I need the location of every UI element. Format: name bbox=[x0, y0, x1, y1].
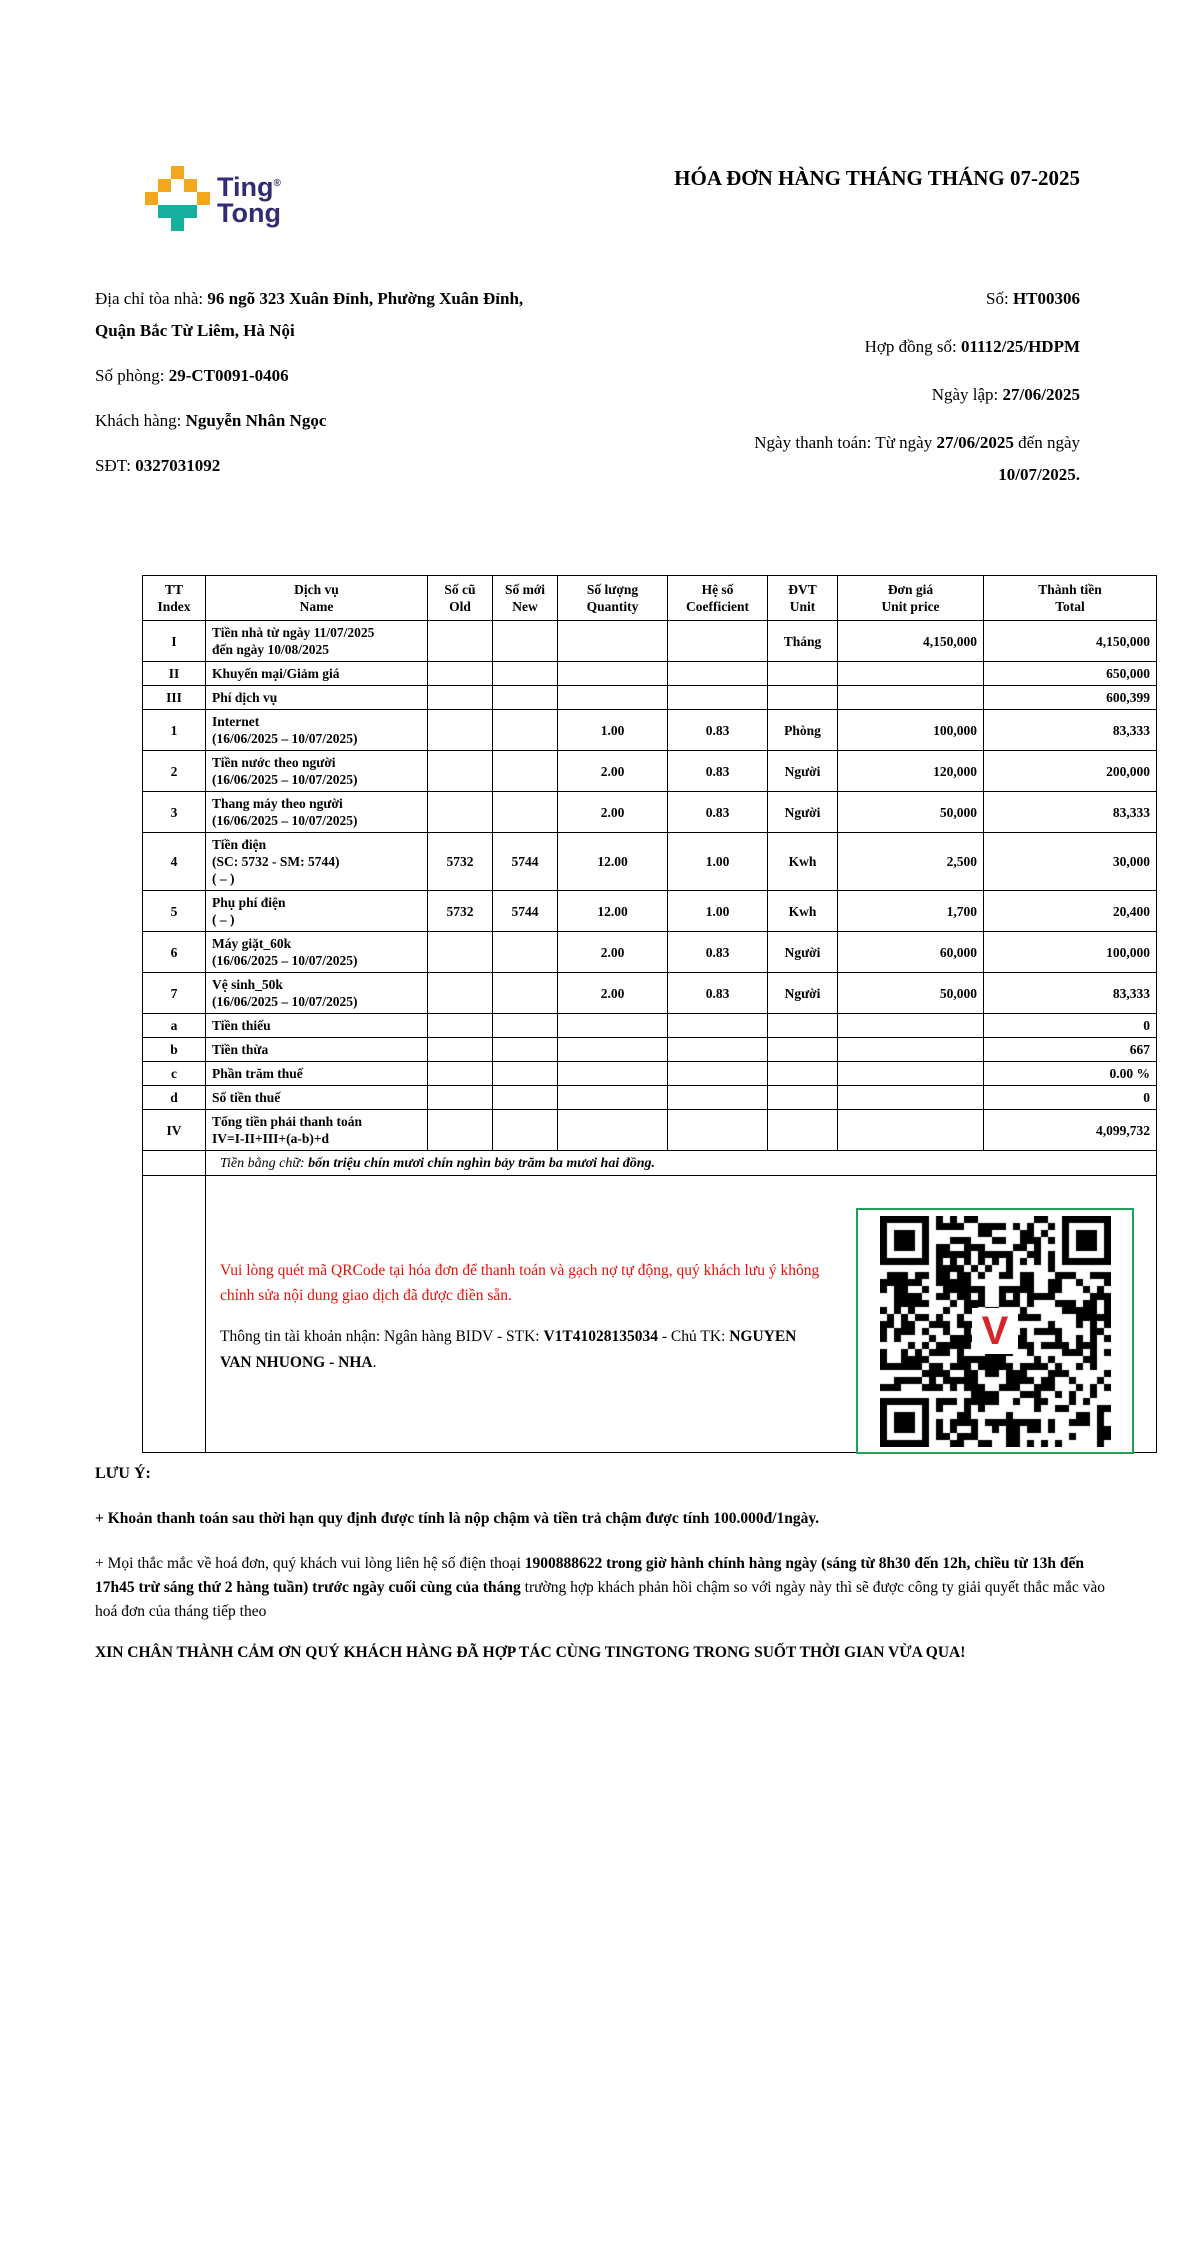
service-name-line: Tiền nhà từ ngày 11/07/2025 bbox=[212, 625, 375, 640]
cell-unit bbox=[768, 662, 838, 686]
cell-old bbox=[428, 1086, 493, 1110]
cell-name bbox=[206, 1014, 428, 1038]
cell-name bbox=[206, 792, 428, 833]
cell-unit: Người bbox=[768, 792, 838, 833]
invoice-title: HÓA ĐƠN HÀNG THÁNG THÁNG 07-2025 bbox=[674, 166, 1080, 190]
service-name-line: (16/06/2025 – 10/07/2025) bbox=[212, 953, 358, 968]
cell-name bbox=[206, 1062, 428, 1086]
service-name-line: Số tiền thuế bbox=[212, 1090, 281, 1105]
cell-old bbox=[428, 1110, 493, 1151]
cell-coef bbox=[668, 1086, 768, 1110]
table-row bbox=[143, 833, 1157, 891]
cell-empty bbox=[143, 1151, 206, 1176]
invoice-meta bbox=[640, 283, 1080, 491]
cell-name bbox=[206, 891, 428, 932]
cell-total: 20,400 bbox=[984, 891, 1157, 932]
cell-index: III bbox=[143, 686, 206, 710]
cell-unit bbox=[768, 1038, 838, 1062]
cell-unit bbox=[768, 1062, 838, 1086]
invoice-table-body bbox=[143, 621, 1157, 1151]
service-name-line: đến ngày 10/08/2025 bbox=[212, 642, 330, 657]
cell-price: 50,000 bbox=[838, 792, 984, 833]
header-row bbox=[143, 576, 1157, 621]
cell-coef bbox=[668, 662, 768, 686]
building-info bbox=[95, 283, 603, 482]
invoice-table-head bbox=[143, 576, 1157, 621]
cell-qty: 2.00 bbox=[558, 792, 668, 833]
cell-qty bbox=[558, 1062, 668, 1086]
table-row bbox=[143, 1110, 1157, 1151]
cell-qty: 2.00 bbox=[558, 751, 668, 792]
col-unit: ĐVT Unit bbox=[768, 576, 838, 621]
cell-unit: Người bbox=[768, 973, 838, 1014]
invoice-table-footer bbox=[143, 1151, 1157, 1453]
cell-unit: Người bbox=[768, 932, 838, 973]
cell-unit: Tháng bbox=[768, 621, 838, 662]
cell-old bbox=[428, 751, 493, 792]
cell-unit bbox=[768, 686, 838, 710]
customer-phone: SĐT: 0327031092 bbox=[95, 456, 221, 475]
cell-qty bbox=[558, 1038, 668, 1062]
cell-qty: 1.00 bbox=[558, 710, 668, 751]
table-row bbox=[143, 686, 1157, 710]
cell-price: 60,000 bbox=[838, 932, 984, 973]
cell-new: 5744 bbox=[493, 891, 558, 932]
cell-new bbox=[493, 1110, 558, 1151]
service-name-line: (SC: 5732 - SM: 5744) bbox=[212, 854, 340, 869]
cell-new bbox=[493, 932, 558, 973]
cell-coef: 1.00 bbox=[668, 833, 768, 891]
cell-coef bbox=[668, 686, 768, 710]
col-index: TT Index bbox=[143, 576, 206, 621]
cell-total: 4,099,732 bbox=[984, 1110, 1157, 1151]
cell-old: 5732 bbox=[428, 833, 493, 891]
table-row bbox=[143, 891, 1157, 932]
cell-price: 4,150,000 bbox=[838, 621, 984, 662]
cell-qty: 2.00 bbox=[558, 973, 668, 1014]
vietqr-logo-icon: V bbox=[972, 1308, 1018, 1354]
cell-index: II bbox=[143, 662, 206, 686]
col-new: Số mới New bbox=[493, 576, 558, 621]
cell-new bbox=[493, 1014, 558, 1038]
cell-name bbox=[206, 1086, 428, 1110]
cell-index: 2 bbox=[143, 751, 206, 792]
cell-coef: 0.83 bbox=[668, 710, 768, 751]
cell-coef: 0.83 bbox=[668, 751, 768, 792]
cell-index: 6 bbox=[143, 932, 206, 973]
cell-unit: Kwh bbox=[768, 891, 838, 932]
amount-in-words-row bbox=[143, 1151, 1157, 1176]
cell-price bbox=[838, 1038, 984, 1062]
qr-payment-note: Vui lòng quét mã QRCode tại hóa đơn để thanh toán và gạch nợ tự động, quý khách lưu ý không chỉnh sửa nội dung giao dịch đã được điền sẵn. bbox=[220, 1262, 820, 1304]
brand-name: Ting® Tong bbox=[217, 172, 281, 228]
bank-account-info: Thông tin tài khoản nhận: Ngân hàng BIDV - STK: V1T41028135034 - Chủ TK: NGUYEN VAN NHUONG - NHA. bbox=[220, 1328, 797, 1371]
cell-total: 667 bbox=[984, 1038, 1157, 1062]
cell-total: 30,000 bbox=[984, 833, 1157, 891]
col-coefficient: Hệ số Coefficient bbox=[668, 576, 768, 621]
customer-name: Khách hàng: Nguyễn Nhân Ngọc bbox=[95, 411, 327, 430]
service-name-line: ( – ) bbox=[212, 871, 235, 886]
cell-empty bbox=[143, 1176, 206, 1453]
cell-price bbox=[838, 1110, 984, 1151]
thank-you-note: XIN CHÂN THÀNH CẢM ƠN QUÝ KHÁCH HÀNG ĐÃ HỢP TÁC CÙNG TINGTONG TRONG SUỐT THỜI GIAN VỪA QUA! bbox=[95, 1644, 966, 1661]
cell-qty bbox=[558, 621, 668, 662]
cell-total: 4,150,000 bbox=[984, 621, 1157, 662]
cell-old bbox=[428, 662, 493, 686]
cell-old: 5732 bbox=[428, 891, 493, 932]
cell-unit bbox=[768, 1110, 838, 1151]
cell-price bbox=[838, 686, 984, 710]
payment-period: Ngày thanh toán: Từ ngày 27/06/2025 đến ngày 10/07/2025. bbox=[754, 433, 1080, 484]
cell-price bbox=[838, 1014, 984, 1038]
cell-index: c bbox=[143, 1062, 206, 1086]
cell-total: 83,333 bbox=[984, 792, 1157, 833]
table-row bbox=[143, 932, 1157, 973]
cell-index: d bbox=[143, 1086, 206, 1110]
table-row bbox=[143, 1086, 1157, 1110]
cell-total: 650,000 bbox=[984, 662, 1157, 686]
service-name-line: Phụ phí điện bbox=[212, 895, 286, 910]
room-number: Số phòng: 29-CT0091-0406 bbox=[95, 366, 289, 385]
service-name-line: Phần trăm thuế bbox=[212, 1066, 303, 1081]
service-name-line: Máy giặt_60k bbox=[212, 936, 292, 951]
col-total: Thành tiền Total bbox=[984, 576, 1157, 621]
cell-total: 0 bbox=[984, 1014, 1157, 1038]
cell-old bbox=[428, 1038, 493, 1062]
cell-index: 3 bbox=[143, 792, 206, 833]
col-name: Dịch vụ Name bbox=[206, 576, 428, 621]
cell-new bbox=[493, 710, 558, 751]
cell-name bbox=[206, 932, 428, 973]
cell-new bbox=[493, 1086, 558, 1110]
amount-in-words: Tiền bằng chữ: bốn triệu chín mươi chín nghìn bảy trăm ba mươi hai đồng. bbox=[206, 1151, 1157, 1176]
cell-total: 100,000 bbox=[984, 932, 1157, 973]
table-row bbox=[143, 1038, 1157, 1062]
col-quantity: Số lượng Quantity bbox=[558, 576, 668, 621]
cell-coef bbox=[668, 621, 768, 662]
qr-payment-cell bbox=[206, 1176, 1157, 1453]
cell-old bbox=[428, 1014, 493, 1038]
col-old: Số cũ Old bbox=[428, 576, 493, 621]
cell-coef bbox=[668, 1014, 768, 1038]
cell-unit bbox=[768, 1086, 838, 1110]
building-address: Địa chỉ tòa nhà: 96 ngõ 323 Xuân Đỉnh, Phường Xuân Đỉnh, Quận Bắc Từ Liêm, Hà Nội bbox=[95, 289, 524, 340]
cell-old bbox=[428, 792, 493, 833]
service-name-line: Vệ sinh_50k bbox=[212, 977, 283, 992]
cell-name bbox=[206, 1038, 428, 1062]
service-name-line: Phí dịch vụ bbox=[212, 690, 278, 705]
cell-new bbox=[493, 1062, 558, 1086]
cell-new bbox=[493, 792, 558, 833]
cell-total: 200,000 bbox=[984, 751, 1157, 792]
cell-old bbox=[428, 932, 493, 973]
cell-coef: 0.83 bbox=[668, 932, 768, 973]
service-name-line: Internet bbox=[212, 714, 260, 729]
cell-index: 5 bbox=[143, 891, 206, 932]
late-payment-note: + Khoản thanh toán sau thời hạn quy định được tính là nộp chậm và tiền trả chậm được tính 100.000đ/1ngày. bbox=[95, 1510, 820, 1527]
table-row bbox=[143, 792, 1157, 833]
cell-old bbox=[428, 686, 493, 710]
cell-new bbox=[493, 686, 558, 710]
cell-new bbox=[493, 973, 558, 1014]
cell-qty bbox=[558, 686, 668, 710]
cell-index: I bbox=[143, 621, 206, 662]
cell-name bbox=[206, 833, 428, 891]
service-name-line: ( – ) bbox=[212, 912, 235, 927]
cell-name bbox=[206, 662, 428, 686]
cell-name bbox=[206, 751, 428, 792]
service-name-line: (16/06/2025 – 10/07/2025) bbox=[212, 994, 358, 1009]
cell-index: IV bbox=[143, 1110, 206, 1151]
issue-date: Ngày lập: 27/06/2025 bbox=[931, 385, 1080, 404]
service-name-line: Tổng tiền phải thanh toán bbox=[212, 1114, 363, 1129]
service-name-line: (16/06/2025 – 10/07/2025) bbox=[212, 731, 358, 746]
service-name-line: Tiền nước theo người bbox=[212, 755, 336, 770]
cell-new bbox=[493, 1038, 558, 1062]
cell-old bbox=[428, 973, 493, 1014]
cell-price bbox=[838, 1086, 984, 1110]
cell-total: 83,333 bbox=[984, 710, 1157, 751]
invoice-table bbox=[142, 575, 1157, 1453]
tingtong-logo-icon bbox=[145, 166, 210, 231]
qr-code-frame bbox=[856, 1208, 1134, 1454]
cell-coef bbox=[668, 1062, 768, 1086]
cell-index: 7 bbox=[143, 973, 206, 1014]
service-name-line: (16/06/2025 – 10/07/2025) bbox=[212, 772, 358, 787]
cell-total: 83,333 bbox=[984, 973, 1157, 1014]
cell-index: a bbox=[143, 1014, 206, 1038]
table-row bbox=[143, 621, 1157, 662]
service-name-line: Tiền điện bbox=[212, 837, 267, 852]
cell-old bbox=[428, 1062, 493, 1086]
contract-number: Hợp đồng số: 01112/25/HDPM bbox=[864, 337, 1080, 356]
cell-name bbox=[206, 686, 428, 710]
cell-total: 0.00 % bbox=[984, 1062, 1157, 1086]
cell-unit bbox=[768, 1014, 838, 1038]
cell-price: 120,000 bbox=[838, 751, 984, 792]
cell-name bbox=[206, 710, 428, 751]
cell-coef: 0.83 bbox=[668, 792, 768, 833]
cell-total: 0 bbox=[984, 1086, 1157, 1110]
cell-new: 5744 bbox=[493, 833, 558, 891]
col-unit-price: Đơn giá Unit price bbox=[838, 576, 984, 621]
service-name-line: Thang máy theo người bbox=[212, 796, 343, 811]
cell-price: 50,000 bbox=[838, 973, 984, 1014]
cell-index: 1 bbox=[143, 710, 206, 751]
table-row bbox=[143, 1062, 1157, 1086]
cell-name bbox=[206, 1110, 428, 1151]
cell-price bbox=[838, 1062, 984, 1086]
cell-price: 1,700 bbox=[838, 891, 984, 932]
service-name-line: Tiền thiếu bbox=[212, 1018, 271, 1033]
cell-qty bbox=[558, 1014, 668, 1038]
cell-qty bbox=[558, 1086, 668, 1110]
hotline-note: + Mọi thắc mắc về hoá đơn, quý khách vui lòng liên hệ số điện thoại 1900888622 trong giờ hành chính hàng ngày (sáng từ 8h30 đến 12h, chiều từ 13h đến 17h45 trừ sáng thứ 2 hàng tuần) trước ngày cuối cùng của tháng trường hợp khách phản hồi chậm so với ngày này thì sẽ được công ty giải quyết thắc mắc vào hoá đơn của tháng tiếp theo bbox=[95, 1555, 1105, 1620]
cell-coef bbox=[668, 1038, 768, 1062]
cell-new bbox=[493, 751, 558, 792]
cell-unit: Kwh bbox=[768, 833, 838, 891]
cell-qty: 12.00 bbox=[558, 891, 668, 932]
registered-mark: ® bbox=[273, 178, 281, 189]
cell-qty bbox=[558, 1110, 668, 1151]
cell-qty: 12.00 bbox=[558, 833, 668, 891]
cell-old bbox=[428, 621, 493, 662]
cell-coef bbox=[668, 1110, 768, 1151]
table-row bbox=[143, 662, 1157, 686]
cell-index: 4 bbox=[143, 833, 206, 891]
cell-total: 600,399 bbox=[984, 686, 1157, 710]
cell-index: b bbox=[143, 1038, 206, 1062]
service-name-line: IV=I-II+III+(a-b)+d bbox=[212, 1131, 330, 1146]
cell-new bbox=[493, 621, 558, 662]
cell-coef: 0.83 bbox=[668, 973, 768, 1014]
cell-name bbox=[206, 621, 428, 662]
cell-unit: Người bbox=[768, 751, 838, 792]
tingtong-logo bbox=[145, 166, 281, 231]
invoice-number: Số: HT00306 bbox=[986, 289, 1080, 308]
cell-price: 100,000 bbox=[838, 710, 984, 751]
table-row bbox=[143, 751, 1157, 792]
table-row bbox=[143, 973, 1157, 1014]
qr-row bbox=[143, 1176, 1157, 1453]
cell-name bbox=[206, 973, 428, 1014]
cell-price: 2,500 bbox=[838, 833, 984, 891]
cell-old bbox=[428, 710, 493, 751]
table-row bbox=[143, 710, 1157, 751]
cell-new bbox=[493, 662, 558, 686]
footer-notes bbox=[95, 1462, 1108, 1665]
cell-unit: Phòng bbox=[768, 710, 838, 751]
cell-coef: 1.00 bbox=[668, 891, 768, 932]
service-name-line: Tiền thừa bbox=[212, 1042, 269, 1057]
cell-qty: 2.00 bbox=[558, 932, 668, 973]
table-row bbox=[143, 1014, 1157, 1038]
service-name-line: Khuyến mại/Giảm giá bbox=[212, 666, 340, 681]
notes-heading: LƯU Ý: bbox=[95, 1465, 151, 1482]
cell-qty bbox=[558, 662, 668, 686]
cell-price bbox=[838, 662, 984, 686]
service-name-line: (16/06/2025 – 10/07/2025) bbox=[212, 813, 358, 828]
